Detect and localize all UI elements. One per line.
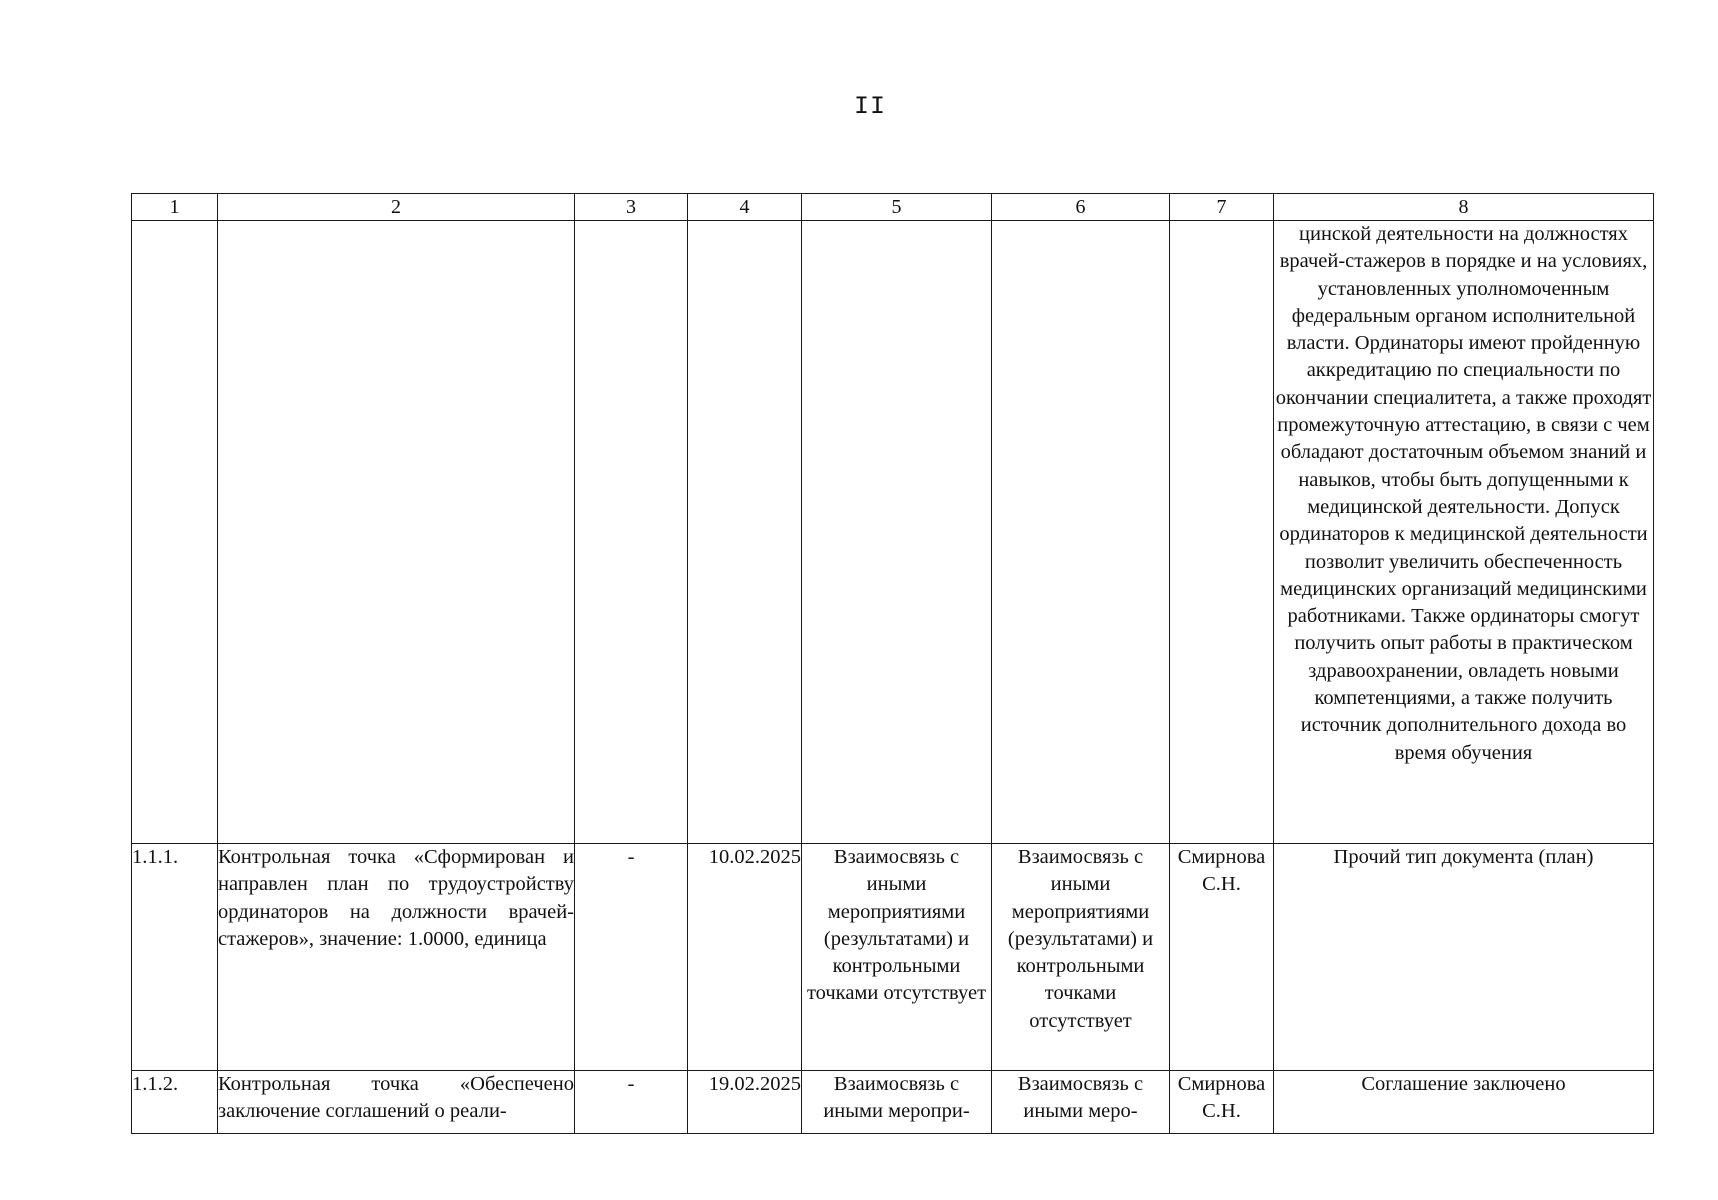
deadline-date: 19.02.2025 [688,1071,802,1134]
row-number: 1.1.2. [132,1071,218,1134]
deadline-date: 10.02.2025 [688,844,802,1071]
empty-cell [575,221,688,844]
result-description-cell: цинской деятельности на должностях врачей-стажеров в порядке и на условиях, установленных уполномоченным федеральным органом исполнительной власти. Ординаторы имеют пройденную аккредитацию по специальности по окончании специалитета, а также проходят промежуточную аттестацию, в связи с чем обладают достаточным объемом знаний и навыков, чтобы быть допущенными к медицинской деятельности. Допуск ординаторов к медицинской деятельности позволит увеличить обеспеченность медицинских организаций медицинскими работниками. Также ординаторы смогут получить опыт работы в практическом здравоохранении, овладеть новыми компетенциями, а также получить источник дополнительного дохода во время обучения [1274,221,1654,844]
document-type: Соглашение заключено [1274,1071,1654,1134]
control-point-description: Контрольная точка «Обеспечено заключение соглашений о реали- [218,1071,575,1134]
column-header: 2 [218,194,575,221]
column-header: 7 [1170,194,1274,221]
column-header: 3 [575,194,688,221]
control-point-description: Контрольная точка «Сформирован и направлен план по трудоустройству ординаторов на должности врачей-стажеров», значение: 1.0000, единица [218,844,575,1071]
empty-cell [992,221,1170,844]
empty-cell [218,221,575,844]
table-row [132,844,1654,1071]
column-header: 1 [132,194,218,221]
column-header: 5 [802,194,992,221]
table-row [132,1071,1654,1134]
empty-cell [132,221,218,844]
table-row-continuation [132,221,1654,844]
empty-cell [1170,221,1274,844]
relation-cell: Взаимосвязь с иными меро- [992,1071,1170,1134]
column-3-value: - [575,844,688,1071]
relation-cell: Взаимосвязь с иными мероприятиями (результатами) и контрольными точками отсутствует [802,844,992,1071]
relation-cell: Взаимосвязь с иными мероприятиями (результатами) и контрольными точками отсутствует [992,844,1170,1071]
row-number: 1.1.1. [132,844,218,1071]
responsible-person: Смирнова С.Н. [1170,1071,1274,1134]
document-type: Прочий тип документа (план) [1274,844,1654,1071]
page-number: II [853,92,886,121]
column-3-value: - [575,1071,688,1134]
column-header: 4 [688,194,802,221]
column-header: 8 [1274,194,1654,221]
header-row [132,194,1654,221]
column-header: 6 [992,194,1170,221]
plan-table [131,193,1654,1134]
empty-cell [688,221,802,844]
relation-cell: Взаимосвязь с иными меропри- [802,1071,992,1134]
empty-cell [802,221,992,844]
responsible-person: Смирнова С.Н. [1170,844,1274,1071]
